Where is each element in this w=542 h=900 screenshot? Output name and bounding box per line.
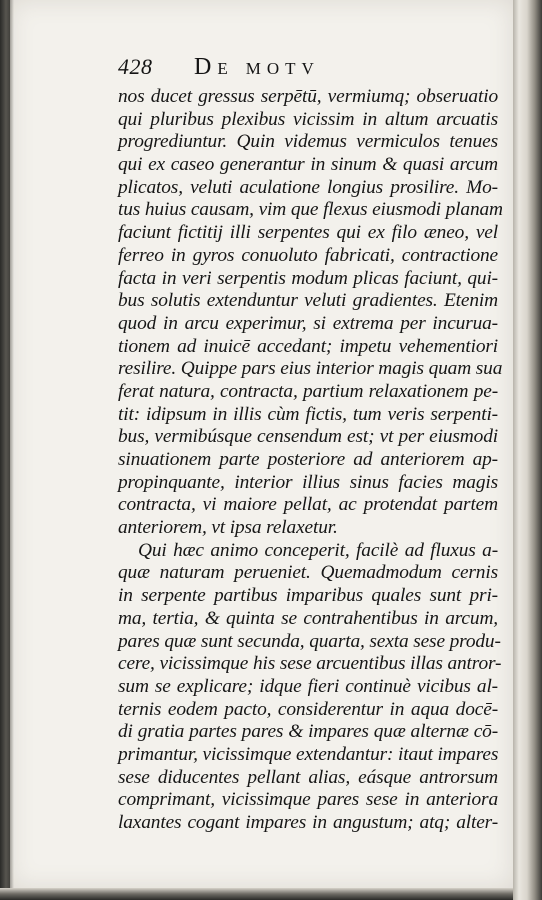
text-line: tus huius causam, vim que flexus eiusmodi planam (118, 199, 503, 221)
text-line: contracta, vi maiore pellat, ac protendat partem (118, 494, 498, 516)
text-line: anteriorem, vt ipsa relaxetur. (118, 517, 338, 539)
text-line: resilire. Quippe pars eius interior magis quam sua (118, 358, 503, 380)
text-line: qui pluribus plexibus vicissim in altum arcuatis (118, 108, 498, 130)
text-line: sinuationem parte posteriore ad anteriorem ap- (118, 449, 498, 470)
text-line: pares quæ sunt secunda, quarta, sexta sese produ- (118, 630, 501, 652)
text-line: ferat natura, contracta, partium relaxationem pe- (118, 380, 498, 402)
page-header (118, 54, 498, 86)
text-line: bus, vermibúsque censendum est; vt per eiusmodi (118, 426, 498, 448)
text-line: sum se explicare; idque fieri continuè vicibus al- (118, 675, 498, 697)
text-line: quod in arcu experimur, si extrema per incurua- (118, 312, 498, 334)
text-line: tionem ad inuicē accedant; impetu vehementiori (118, 335, 498, 357)
page-stack-edge (513, 0, 542, 900)
text-line: in serpente partibus imparibus quales sunt pri- (118, 585, 498, 607)
text-line: sese diducentes pellant alias, eásque antrorsum (118, 766, 498, 788)
page-bottom-edge (0, 888, 513, 900)
text-line: laxantes cogant impares in angustum; atq; alter- (118, 812, 498, 833)
text-line: comprimant, vicissimque pares sese in anteriora (118, 789, 498, 811)
text-line: bus solutis extenduntur veluti gradientes. Etenim (118, 290, 498, 312)
text-line: plicatos, veluti aculatione longius prosilire. Mo- (118, 176, 498, 198)
text-line: tit: idipsum in illis cùm fictis, tum veris serpenti- (118, 403, 498, 425)
text-line: di gratia partes pares & impares quæ alternæ cō- (118, 721, 498, 743)
body-text (118, 86, 503, 835)
page-number: 428 (118, 54, 153, 79)
running-title: De motv (194, 54, 320, 80)
text-line: nos ducet gressus serpētū, vermiumq; obseruatio (118, 86, 498, 107)
text-line: qui ex caseo generantur in sinum & quasi arcum (118, 154, 498, 176)
text-line: cere, vicissimque his sese arcuentibus illas antror- (118, 653, 502, 675)
binding-shadow (0, 0, 14, 900)
text-line: facta in veri serpentis modum plicas faciunt, qui- (118, 267, 498, 289)
text-line: Qui hæc animo conceperit, facilè ad fluxus a- (138, 539, 498, 561)
text-line: propinquante, interior illius sinus facies magis (118, 471, 498, 493)
text-line: primantur, vicissimque extendantur: itaut impares (118, 743, 499, 765)
text-line: progrediuntur. Quin videmus vermiculos tenues (118, 131, 498, 153)
text-line: ma, tertia, & quinta se contrahentibus in arcum, (118, 607, 498, 629)
text-line: faciunt fictitij illi serpentes qui ex filo æneo, vel (118, 222, 498, 244)
text-line: quæ naturam perueniet. Quemadmodum cernis (118, 562, 498, 584)
text-line: ternis eodem pacto, considerentur in aqua docē- (118, 698, 498, 720)
text-line: ferreo in gyros conuoluto fabricati, contractione (118, 244, 498, 266)
